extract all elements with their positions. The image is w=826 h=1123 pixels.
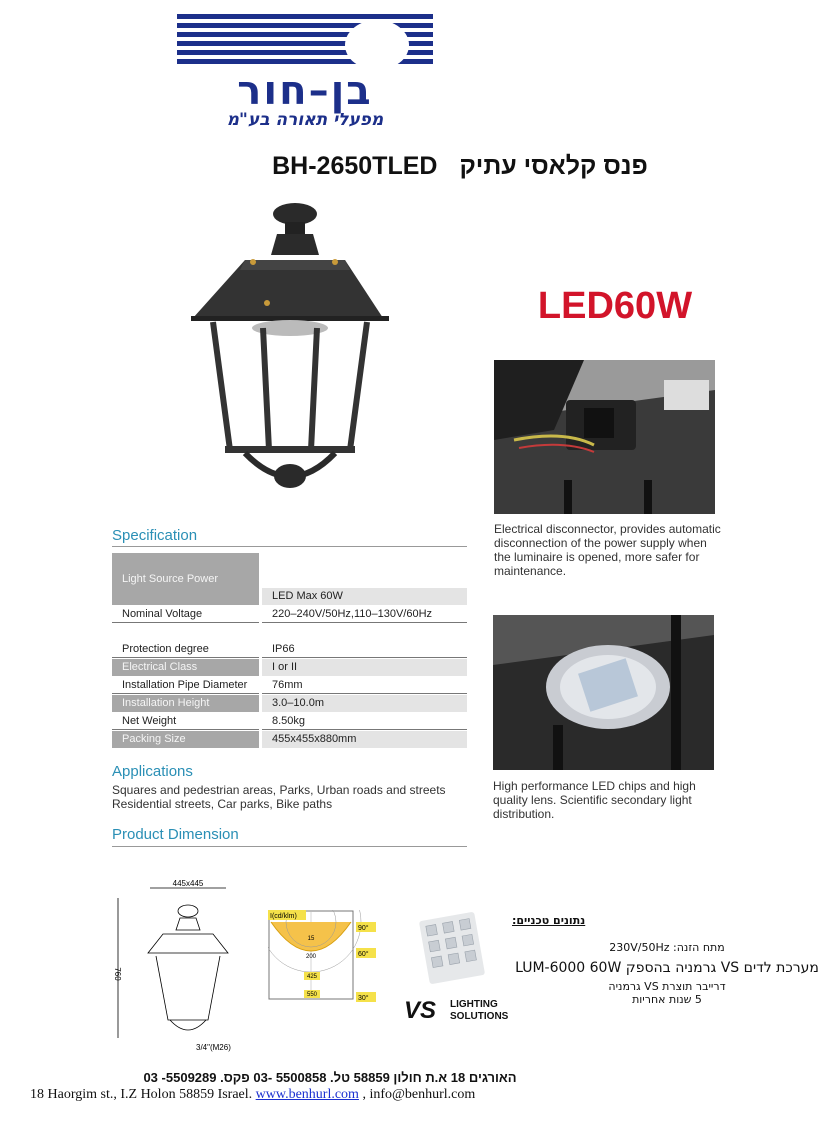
spec-row-electrical-class: [112, 659, 467, 676]
spec-label: Net Weight: [112, 713, 259, 730]
led-chip-photo: [493, 615, 714, 770]
spec-value: 220–240V/50Hz,110–130V/60Hz: [262, 606, 467, 623]
tech-led-system: מערכת לדים VS גרמניה בהספק LUM-6000 60W: [515, 960, 819, 976]
polar-angle-90: 90°: [358, 925, 369, 932]
spec-row-voltage: [112, 606, 467, 623]
applications-line-2: Residential streets, Car parks, Bike paths: [112, 797, 333, 811]
power-badge: LED60W: [537, 285, 693, 327]
technical-data: [512, 914, 822, 1006]
footer-separator: ,: [358, 1087, 370, 1102]
model-number: BH-2650TLED: [272, 152, 438, 180]
spec-label: Packing Size: [112, 731, 259, 748]
vs-lighting-logo: [404, 995, 514, 1023]
width-dimension-label: 445x445: [172, 879, 204, 888]
spec-label: Installation Pipe Diameter: [112, 677, 259, 694]
led-chip-caption: High performance LED chips and high quality lens. Scientific secondary light distribution.: [493, 779, 696, 821]
spec-row-light-source: [112, 553, 467, 605]
spec-value: LED Max 60W: [262, 588, 467, 605]
vs-logo-line-1: LIGHTING: [450, 999, 498, 1010]
thread-label: 3/4"(M26): [196, 1043, 231, 1052]
logo-subtitle: מפעלי תאורה בע"מ: [226, 110, 384, 130]
email-address[interactable]: info@benhurl.com: [369, 1087, 476, 1102]
spec-value: 455x455x880mm: [262, 731, 467, 748]
polar-angle-30: 30°: [358, 995, 369, 1002]
tech-voltage: מתח הזנה: 230V/50Hz: [609, 941, 725, 954]
website-link[interactable]: www.benhurl.com: [255, 1087, 359, 1102]
spec-row-pipe-diameter: [112, 677, 467, 694]
polar-radius-4: 550: [306, 992, 318, 998]
technical-data-heading: נתונים טכניים:: [512, 914, 586, 927]
logo-brand-name: בן–חור: [237, 68, 373, 114]
spec-row-net-weight: [112, 713, 467, 730]
height-dimension-label: 760: [113, 967, 122, 981]
vs-logo-line-2: SOLUTIONS: [450, 1011, 509, 1022]
polar-radius-1: 15: [307, 936, 315, 942]
spec-label: Electrical Class: [112, 659, 259, 676]
product-title: [230, 152, 690, 192]
tech-driver: דרייבר תוצרת VS גרמניה: [608, 980, 726, 993]
hebrew-product-name: פנס קלאסי עתיק: [459, 152, 648, 180]
spec-value: 3.0–10.0m: [262, 695, 467, 712]
dimension-divider: [112, 846, 467, 847]
spec-value: I or II: [262, 659, 467, 676]
tech-warranty: 5 שנות אחריות: [632, 993, 702, 1006]
led-board-image: [418, 912, 486, 984]
spec-row-protection: [112, 641, 467, 658]
spec-label: Installation Height: [112, 695, 259, 712]
spec-value: IP66: [262, 641, 467, 658]
spec-label: Nominal Voltage: [112, 606, 259, 623]
product-dimension-heading: Product Dimension: [112, 826, 239, 843]
footer-hebrew-address: האורגים 18 א.ת חולון 58859 טל. 5500858 -03 פקס. 5509289- 03: [143, 1070, 517, 1085]
lantern-product-image: [185, 200, 395, 505]
spec-value: 76mm: [262, 677, 467, 694]
specification-divider: [112, 546, 467, 547]
spec-label: Protection degree: [112, 641, 259, 658]
footer-address: [30, 1087, 550, 1103]
disconnector-photo: [494, 360, 715, 514]
polar-angle-60: 60°: [358, 951, 369, 958]
spec-row-installation-height: [112, 695, 467, 712]
footer-street-address: 18 Haorgim st., I.Z Holon 58859 Israel.: [30, 1087, 253, 1102]
polar-distribution-diagram: [268, 910, 380, 1002]
specification-heading: Specification: [112, 527, 198, 544]
spec-row-packing-size: [112, 731, 467, 748]
applications-heading: Applications: [112, 763, 193, 780]
spec-value: 8.50kg: [262, 713, 467, 730]
company-logo: [163, 2, 451, 144]
vs-logo-mark: VS: [404, 997, 437, 1023]
disconnector-caption: Electrical disconnector, provides automatic disconnection of the power supply when the luminaire is opened, more safer for maintenance.: [494, 522, 721, 578]
logo-moon: [345, 20, 409, 70]
polar-radius-3: 425: [306, 974, 318, 980]
applications-line-1: Squares and pedestrian areas, Parks, Urban roads and streets: [112, 783, 446, 797]
polar-unit-label: I(cd/klm): [270, 913, 297, 920]
spec-label: Light Source Power: [112, 553, 259, 605]
polar-radius-2: 200: [305, 954, 317, 960]
dimension-drawing: [108, 878, 258, 1058]
